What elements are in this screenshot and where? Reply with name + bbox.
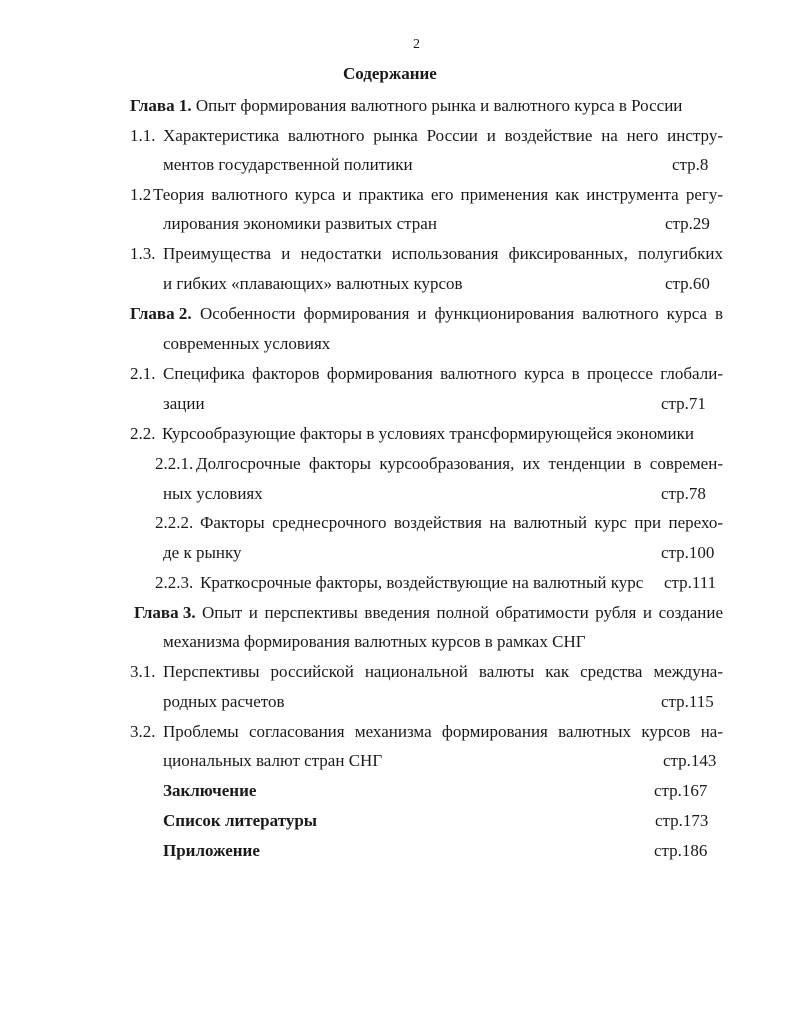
page-number: 2: [413, 37, 420, 52]
toc-conclusion: [163, 781, 256, 801]
toc-line: лирования экономики развитых стран: [163, 214, 437, 233]
toc-line: Особенности формирования и функционирования валютного курса в: [200, 304, 723, 323]
toc-page: стр.8: [672, 155, 709, 174]
toc-num: 1.3.: [130, 244, 156, 263]
toc-line: Факторы среднесрочного воздействия на валютный курс при перехо-: [200, 513, 723, 532]
toc-num: 3.2.: [130, 722, 156, 741]
toc-line: механизма формирования валютных курсов в рамках СНГ: [163, 632, 586, 651]
toc-line: современных условиях: [163, 334, 331, 353]
toc-page: стр.71: [661, 394, 706, 413]
toc-line: ных условиях: [163, 484, 263, 503]
toc-line: Опыт и перспективы введения полной обратимости рубля и создание: [202, 603, 723, 622]
toc-chapter-3: [134, 603, 196, 623]
toc-num: 3.1.: [130, 662, 156, 681]
toc-page: стр.60: [665, 274, 710, 293]
section-label: Список литературы: [163, 811, 318, 830]
chapter-title: Опыт формирования валютного рынка и валютного курса в России: [195, 96, 683, 115]
toc-line: Специфика факторов формирования валютного курса в процессе глобали-: [163, 364, 723, 383]
toc-line: циональных валют стран СНГ: [163, 751, 383, 770]
toc-line: Теория валютного курса и практика его применения как инструмента регу-: [153, 185, 723, 204]
toc-num: 2.2.1.: [155, 454, 194, 473]
toc-line: Курсообразующие факторы в условиях трансформирующейся экономики: [162, 424, 694, 443]
toc-chapter-1: [130, 96, 682, 116]
toc-page: стр.186: [654, 841, 708, 860]
toc-page: стр.167: [654, 781, 708, 800]
toc-page: стр.143: [663, 751, 717, 770]
toc-page: стр.173: [655, 811, 709, 830]
toc-num: 2.2.: [130, 424, 156, 443]
chapter-label: Глава 1.: [130, 96, 192, 115]
toc-line: зации: [163, 394, 205, 413]
toc-chapter-2: [130, 304, 192, 324]
toc-bibliography: [163, 811, 317, 831]
toc-line: Долгосрочные факторы курсообразования, их тенденции в современ-: [196, 454, 723, 473]
toc-line: родных расчетов: [163, 692, 285, 711]
toc-page: стр.29: [665, 214, 710, 233]
toc-line: Проблемы согласования механизма формирования валютных курсов на-: [163, 722, 723, 741]
section-label: Приложение: [163, 841, 260, 860]
toc-page: стр.78: [661, 484, 706, 503]
toc-page: стр.115: [661, 692, 714, 711]
chapter-label: Глава 3.: [134, 603, 196, 622]
toc-num: 1.2: [130, 185, 152, 204]
toc-appendix: [163, 841, 260, 861]
toc-line: и гибких «плавающих» валютных курсов: [163, 274, 463, 293]
section-label: Заключение: [163, 781, 257, 800]
toc-line: де к рынку: [163, 543, 242, 562]
toc-page: стр.100: [661, 543, 715, 562]
toc-line: Перспективы российской национальной валюты как средства междуна-: [163, 662, 723, 681]
page-title: Содержание: [343, 64, 437, 83]
toc-page: стр.111: [664, 573, 717, 592]
toc-line: Характеристика валютного рынка России и воздействие на него инстру-: [163, 126, 723, 145]
toc-num: 1.1.: [130, 126, 156, 145]
toc-line: Преимущества и недостатки использования фиксированных, полугибких: [163, 244, 723, 263]
toc-line: Краткосрочные факторы, воздействующие на валютный курс: [200, 573, 644, 592]
toc-num: 2.2.2.: [155, 513, 194, 532]
toc-line: ментов государственной политики: [163, 155, 413, 174]
chapter-label: Глава 2.: [130, 304, 192, 323]
toc-num: 2.2.3.: [155, 573, 194, 592]
toc-num: 2.1.: [130, 364, 156, 383]
